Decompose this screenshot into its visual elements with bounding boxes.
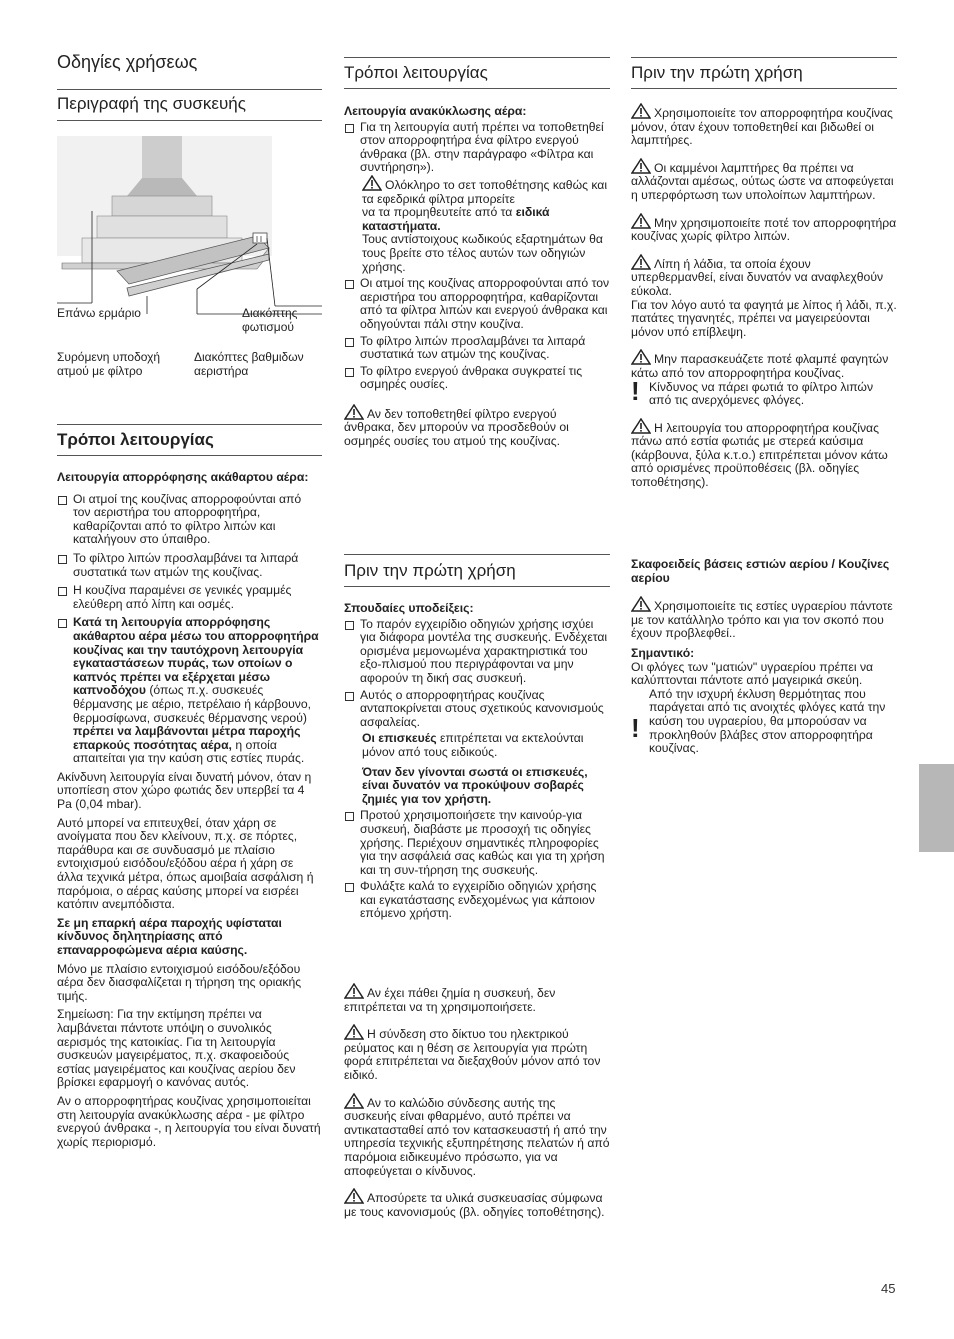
- warning-paragraph: [631, 103, 897, 148]
- label-slide-base: Συρόμενη υποδοχή ατμού με φίλτρο: [57, 350, 161, 378]
- page-number: 45: [881, 1281, 896, 1296]
- operating-modes-heading: Τρόποι λειτουργίας: [57, 430, 214, 449]
- divider: [631, 57, 897, 58]
- text: να τα προμηθευτείτε από τα: [362, 205, 513, 220]
- paragraph: Για τον λόγο αυτό τα φαγητά με λίπος ή λάδι, π.χ. πατάτες τηγανητές, πρέπει να μαγειρεύονται μόνον υπό επίβλεψη.: [631, 297, 897, 339]
- before-first-use-heading-2: Πριν την πρώτη χρήση: [631, 63, 803, 82]
- divider: [57, 424, 322, 425]
- label-fan-switches: Διακόπτες βαθμιδων αεριστήρα: [194, 350, 304, 378]
- range-hood-illustration: [57, 136, 322, 316]
- gas-heading: Σκαφοειδείς βάσεις εστιών αερίου / Κουζίνες αερίου: [631, 557, 890, 585]
- operating-modes-heading-2: Τρόποι λειτουργίας: [344, 63, 488, 82]
- divider: [344, 554, 610, 555]
- exclamation-icon: !: [631, 375, 640, 406]
- warning-icon: [344, 983, 364, 999]
- list-item: Αυτός ο απορροφητήρας κουζίνας ανταποκρίνεται στους σχετικούς κανονισμούς ασφαλείας.: [344, 689, 610, 730]
- repairs-danger: Όταν δεν γίνονται σωστά οι επισκευές, είναι δυνατόν να προκύψουν σοβαρές ζημιές για τον χρήστη.: [362, 764, 588, 806]
- divider: [344, 586, 610, 587]
- warning-text: Χρησιμοποιείτε τις εστίες υγραερίου πάντοτε με τον κατάλληλο τρόπο και για τον σκοπό που έχουν προβλεφθεί..: [631, 599, 893, 641]
- caution-block: [631, 688, 897, 756]
- caution-text: Από την ισχυρή έκλυση θερμότητας που παράγεται από τις ανοιχτές φλόγες κατά την καύση του υγραερίου, θα μπορούσαν να προκληθούν βλάβες στον απορροφητήρα κουζίνας.: [649, 686, 886, 756]
- bold-text: Οι επισκευές: [362, 731, 437, 746]
- warning-text: Μην χρησιμοποιείτε ποτέ τον απορροφητήρα κουζίνας χωρίς φίλτρο λιπών.: [631, 215, 897, 244]
- paragraph: Οι φλόγες των "ματιών" υγραερίου πρέπει να καλύπτονται πάντοτε από μαγειρικά σκεύη.: [631, 659, 874, 688]
- warning-icon: [631, 213, 651, 229]
- warning-paragraph: [344, 983, 610, 1014]
- warning-icon: [344, 1024, 364, 1040]
- exhaust-mode-heading: Λειτουργία απορρόφησης ακάθαρτου αέρα:: [57, 470, 309, 484]
- warning-paragraph: [631, 213, 897, 244]
- warning-text: Αν έχει πάθει ζημία η συσκευή, δεν επιτρέπεται να τη χρησιμοποιήσετε.: [344, 986, 556, 1014]
- label-light-switch: Διακόπτης φωτισμού: [242, 306, 298, 334]
- caution-text: Κίνδυνος να πάρει φωτιά το φίλτρο λιπών από τις ανερχόμενες φλόγες.: [649, 379, 874, 408]
- exclamation-icon: !: [631, 712, 640, 743]
- warning-icon: [344, 404, 364, 420]
- paragraph: Σημείωση: Για την εκτίμηση πρέπει να λαμβάνεται πάντοτε υπόψη ο συνολικός αερισμός της κατοικίας. Για τη λειτουργία συσκευών μαγειρέματος, π.χ. σκαφοειδούς εστίας μαγειρέματος και κουζίνας αερίου δεν βρίσκει εφαρμογή ο κανόνας αυτός.: [57, 1007, 296, 1090]
- parts-text: Τους αντίστοιχους κωδικούς εξαρτημάτων θα τους βρείτε στο τέλος αυτών των οδηγιών χρήσης.: [362, 232, 603, 274]
- repairs-text: [344, 732, 610, 759]
- warning-text: Η λειτουργία του απορροφητήρα κουζίνας πάνω από εστία φωτιάς με στερεά καύσιμα (κάρβουνα, ξύλα κ.τ.ο.) επιτρέπεται μόνον κάτω από ορισμένες προϋποθέσεις (βλ. οδηγίες τοποθέτησης).: [631, 420, 888, 490]
- supplier-text: [362, 206, 610, 233]
- paragraph: Ακίνδυνη λειτουργία είναι δυνατή μόνον, όταν η υποπίεση στον χώρο φωτιάς δεν υπερβεί τα 4 Pa (0,04 mbar).: [57, 769, 312, 812]
- warning-icon: [631, 418, 651, 434]
- warning-text: Οι καμμένοι λαμπτήρες θα πρέπει να αλλάζονται αμέσως, ούτως ώστε να αποφεύγεται η υπερφόρτωση των υπολοίπων λαμπτήρων.: [631, 160, 894, 202]
- device-description-heading: Περιγραφή της συσκευής: [57, 94, 246, 113]
- gas-section: [631, 558, 897, 756]
- page-title: Οδηγίες χρήσεως: [57, 52, 198, 72]
- list-item: Το φίλτρο λιπών προσλαμβάνει τα λιπαρά συστατικά των ατμών της κουζίνας.: [57, 552, 322, 579]
- divider: [344, 88, 610, 89]
- warning-paragraph: [344, 404, 610, 449]
- warning-paragraph: [344, 1188, 610, 1219]
- warning-icon: [631, 254, 651, 270]
- warning-paragraph: [631, 254, 897, 299]
- warning-paragraph: [344, 1024, 610, 1082]
- recirc-warning-text: [362, 175, 610, 206]
- list-item: Το φίλτρο ενεργού άνθρακα συγκρατεί τις οσμηρές ουσίες.: [344, 365, 610, 392]
- warning-icon: [344, 1093, 364, 1109]
- caution-block: [631, 375, 897, 408]
- exhaust-mode-section: [57, 471, 322, 1149]
- note-text: η οποία απαιτείται για την καύση στις εστίες πυράς.: [73, 737, 305, 766]
- danger-paragraph: Σε μη επαρκή αέρα παροχής υφίσταται κίνδυνος δηλητηρίασης από επαναρροφώμενα αέρια καύσης.: [57, 915, 282, 957]
- warning-icon: [631, 349, 651, 365]
- important-notes-section: [344, 602, 610, 921]
- warning-text: Αν το καλώδιο σύνδεσης αυτής της συσκευής είναι φθαρμένο, αυτό πρέπει να αντικατασταθεί από τον κατασκευαστή ή από την υπηρεσία τεχνικής εξυπηρέτησης πελατών ή από παρόμοια ειδικευμένο πρόσωπο, για να αποφεύγεται ο κίνδυνος.: [344, 1095, 610, 1178]
- list-item: Για τη λειτουργία αυτή πρέπει να τοποθετηθεί στον απορροφητήρα ένα φίλτρο ενεργού άνθρακα (βλ. στην παράγραφο «Φίλτρα και συντήρηση»).: [344, 121, 610, 175]
- paragraph: Αυτό μπορεί να επιτευχθεί, όταν χάρη σε ανοίγματα που δεν κλείνουν, π.χ. σε πόρτες, παράθυρα και σε συνδυασμό με πλαίσιο εντοιχισμού εισόδου/εξόδου αέρα ή χάρη σε άλλα τεχνικά μέτρα, όπως αμοιβαία ασφάλιση ή παρόμοια, ο αέρας καύσης μπορεί να εισρέει κατόπιν ανεμπόδιστα.: [57, 815, 314, 912]
- list-item: Το παρόν εγχειρίδιο οδηγιών χρήσης ισχύει για διάφορα μοντέλα της συσκευής. Ενδέχεται ορισμένα μεμονωμένα χαρακτηριστικά του εξο-πλισμού που περιγράφονται να μην αφορούν τη δική σας συσκευή.: [344, 618, 610, 686]
- divider: [631, 88, 897, 89]
- warning-text: Η σύνδεση στο δίκτυο του ηλεκτρικού ρεύματος και η θέση σε λειτουργία για πρώτη φορά επιτρέπεται να διεξαχθούν μόνον από τον ειδικό.: [344, 1027, 601, 1082]
- list-item: Οι ατμοί της κουζίνας απορροφούνται από τον αεριστήρα του απορροφητήρα, καθαρίζονται από το φίλτρο λιπών και καταλήγουν στο ύπαιθρο.: [57, 493, 322, 547]
- important-notes-heading: Σπουδαίες υποδείξεις:: [344, 601, 474, 615]
- label-upper-cabinet: Επάνω ερμάριο: [57, 306, 141, 320]
- warning-paragraph: [344, 1093, 610, 1179]
- before-first-use-heading: Πριν την πρώτη χρήση: [344, 561, 516, 580]
- list-item: Το φίλτρο λιπών προσλαμβάνει τα λιπαρά συστατικά των ατμών της κουζίνας.: [344, 335, 610, 362]
- list-item: Η κουζίνα παραμένει σε γενικές γραμμές ελεύθερη από λίπη και οσμές.: [57, 584, 322, 611]
- recirculation-section: [344, 105, 610, 449]
- divider: [57, 120, 322, 121]
- note-text: (όπως π.χ. συσκευές θέρμανσης με αέριο, πετρέλαιο ή κάρβουνο, θερμοσίφωνα, συσκευές θέρμανσης νερού): [73, 683, 312, 725]
- divider: [57, 89, 322, 90]
- text: επιτρέπεται να εκτελούνται μόνον από τους ειδικούς.: [362, 731, 584, 759]
- safety-warnings: [344, 983, 610, 1219]
- paragraph: Μόνο με πλαίσιο εντοιχισμού εισόδου/εξόδου αέρα δεν διασφαλίζεται η τήρηση της οριακής τιμής.: [57, 961, 302, 1003]
- warning-icon: [344, 1188, 364, 1204]
- recirc-warning: [344, 175, 610, 274]
- list-item: Οι ατμοί της κουζίνας απορροφούνται από τον αεριστήρα του απορροφητήρα, καθαρίζονται από τα φίλτρα λιπών και ενεργού άνθρακα και οδηγούνται πάλι στην κουζίνα.: [344, 277, 610, 331]
- warning-text: Αποσύρετε τα υλικά συσκευασίας σύμφωνα με τους κανονισμούς (βλ. οδηγίες τοποθέτησης).: [344, 1191, 605, 1219]
- warning-paragraph: [631, 158, 897, 203]
- note-paragraph: [57, 616, 322, 766]
- warning-paragraph: [631, 418, 897, 490]
- warning-text: Μην παρασκευάζετε ποτέ φλαμπέ φαγητών κάτω από τον απορροφητήρα κουζίνας.: [631, 352, 889, 380]
- divider: [344, 57, 610, 58]
- warning-text: Ολόκληρο το σετ τοποθέτησης καθώς και τα εφεδρικά φίλτρα μπορείτε: [362, 177, 608, 206]
- warning-text: Χρησιμοποιείτε τον απορροφητήρα κουζίνας μόνον, όταν έχουν τοποθετηθεί και βιδωθεί οι λαμπτήρες.: [631, 106, 893, 148]
- warning-paragraph: [631, 349, 897, 380]
- note-bold-text: πρέπει να λαμβάνονται μέτρα παροχής επαρκούς ποσότητας αέρα,: [73, 724, 301, 752]
- note-bold-text: Κατά τη λειτουργία απορρόφησης ακάθαρτου αέρα μέσω του απορροφητήρα κουζίνας και την ταυτόχρονη λειτουργία εγκαταστάσεων πυράς, των οποίων ο καπνός πρέπει να εξέρχεται μέσω καπνοδόχου: [73, 615, 319, 698]
- recirculation-heading: Λειτουργία ανακύκλωσης αέρα:: [344, 104, 527, 118]
- list-item: Προτού χρησιμοποιήσετε την καινούρ-για συσκευή, διαβάστε με προσοχή τις οδηγίες χρήσης. Περιέχουν σημαντικές πληροφορίες για την ασφάλειά σας καθώς και για τη χρήση και τη συν-τήρηση της συσκευής.: [344, 809, 610, 877]
- chapter-tab: [919, 764, 954, 852]
- divider: [57, 455, 322, 456]
- first-use-warnings: [631, 103, 897, 490]
- warning-icon: [631, 158, 651, 174]
- bold-text: ειδικά καταστήματα.: [362, 205, 550, 233]
- warning-text: Λίπη ή λάδια, τα οποία έχουν υπερθερμανθεί, είναι δυνατόν να αναφλεχθούν εύκολα.: [631, 256, 884, 298]
- warning-paragraph: [631, 596, 897, 641]
- warning-icon: [631, 103, 651, 119]
- important-label: Σημαντικό:: [631, 645, 695, 660]
- list-item: Φυλάξτε καλά το εγχειρίδιο οδηγιών χρήσης και εγκατάστασης ενδεχομένως για κάποιον επόμενο χρήστη.: [344, 880, 610, 921]
- warning-icon: [362, 175, 382, 191]
- warning-text: Αν δεν τοποθετηθεί φίλτρο ενεργού άνθρακα, δεν μπορούν να προσδεθούν οι οσμηρές ουσίες του ατμού της κουζίνας.: [344, 406, 569, 449]
- paragraph: Αν ο απορροφητήρας κουζίνας χρησιμοποιείται στη λειτουργία ανακύκλωσης αέρα - με φίλτρο ενεργού άνθρακα -, η λειτουργία του είναι δυνατή χωρίς περιορισμό.: [57, 1093, 321, 1149]
- warning-icon: [631, 596, 651, 612]
